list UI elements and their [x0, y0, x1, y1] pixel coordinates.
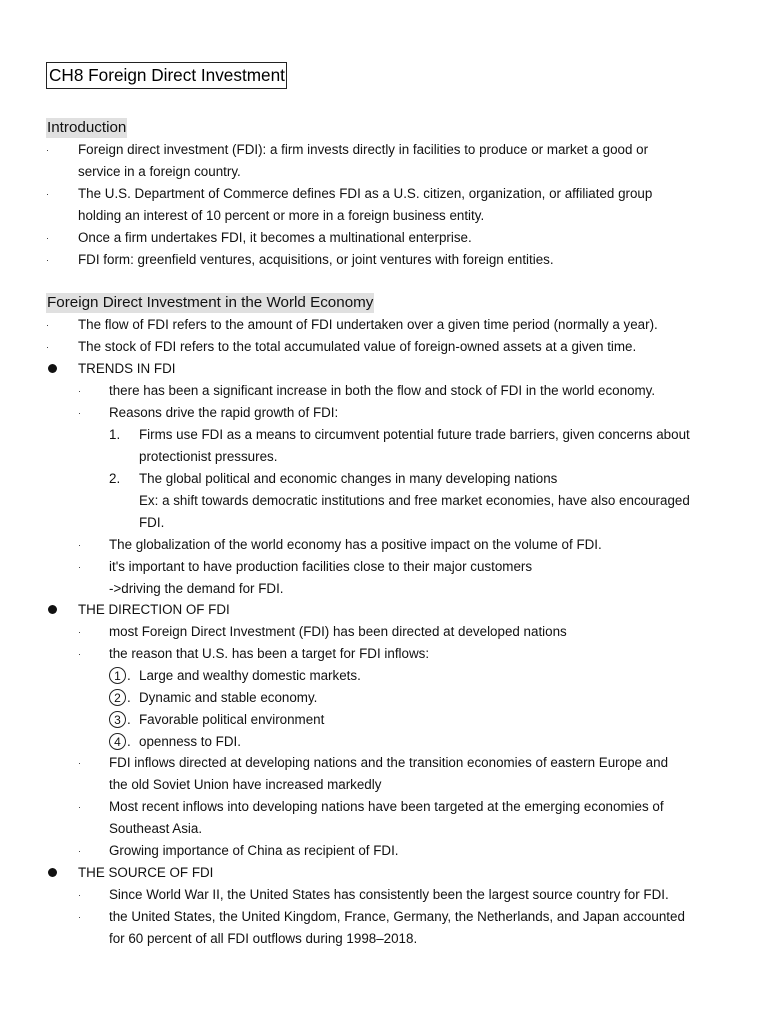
bullet-marker: · — [78, 758, 81, 768]
list-item-text: The flow of FDI refers to the amount of FDI undertaken over a given time period (normally a year). — [78, 317, 658, 332]
bullet-marker: · — [78, 540, 81, 550]
list-item-text: the reason that U.S. has been a target for FDI inflows: — [109, 646, 430, 661]
subsection-label-trends: TRENDS IN FDI — [78, 361, 176, 376]
circled-number-period: . — [127, 712, 131, 727]
bullet-dot — [48, 868, 57, 877]
bullet-marker: · — [78, 890, 81, 900]
circled-number: 3 — [109, 711, 126, 728]
list-item-text-cont: holding an interest of 10 percent or more in a foreign business entity. — [78, 208, 485, 223]
item-number: 2. — [109, 471, 121, 486]
list-item-text: Once a firm undertakes FDI, it becomes a multinational enterprise. — [78, 230, 472, 245]
bullet-marker: · — [46, 320, 49, 330]
circled-number-period: . — [127, 668, 131, 683]
list-item-text: it's important to have production facilities close to their major customers — [109, 559, 533, 574]
list-item-text: the United States, the United Kingdom, France, Germany, the Netherlands, and Japan accounted — [109, 909, 685, 924]
bullet-marker: · — [78, 802, 81, 812]
bullet-marker: · — [78, 649, 81, 659]
list-item-text-cont: service in a foreign country. — [78, 164, 241, 179]
list-item-text: there has been a significant increase in both the flow and stock of FDI in the world economy. — [109, 383, 656, 398]
circled-item-text: Large and wealthy domestic markets. — [139, 668, 361, 683]
bullet-marker: · — [46, 145, 49, 155]
bullet-marker: · — [78, 408, 81, 418]
subsection-label-source: THE SOURCE OF FDI — [78, 865, 214, 880]
bullet-marker: · — [78, 627, 81, 637]
circled-number: 4 — [109, 733, 126, 750]
bullet-dot — [48, 605, 57, 614]
section-heading-world-economy: Foreign Direct Investment in the World Economy — [47, 294, 374, 311]
bullet-marker: · — [78, 562, 81, 572]
list-item-text: FDI inflows directed at developing nations and the transition economies of eastern Europe and — [109, 755, 669, 770]
numbered-item-text-cont: protectionist pressures. — [139, 449, 278, 464]
list-item-text: The stock of FDI refers to the total accumulated value of foreign-owned assets at a given time. — [78, 339, 637, 354]
bullet-marker: · — [78, 846, 81, 856]
list-item-text: FDI form: greenfield ventures, acquisitions, or joint ventures with foreign entities. — [78, 252, 554, 267]
list-item-text: Since World War II, the United States has consistently been the largest source country for FDI. — [109, 887, 669, 902]
bullet-marker: · — [78, 386, 81, 396]
bullet-marker: · — [78, 912, 81, 922]
circled-item-text: openness to FDI. — [139, 734, 241, 749]
circled-item-text: Favorable political environment — [139, 712, 325, 727]
subsection-label-direction: THE DIRECTION OF FDI — [78, 602, 230, 617]
list-item-text: The U.S. Department of Commerce defines FDI as a U.S. citizen, organization, or affiliated group — [78, 186, 653, 201]
list-item-text: Foreign direct investment (FDI): a firm invests directly in facilities to produce or market a good or — [78, 142, 649, 157]
bullet-marker: · — [46, 342, 49, 352]
numbered-item-text-cont: FDI. — [139, 515, 165, 530]
list-item-text: Most recent inflows into developing nations have been targeted at the emerging economies of — [109, 799, 664, 814]
list-item-text: most Foreign Direct Investment (FDI) has been directed at developed nations — [109, 624, 567, 639]
circled-number: 2 — [109, 689, 126, 706]
item-number: 1. — [109, 427, 121, 442]
page-title: CH8 Foreign Direct Investment — [46, 62, 287, 89]
list-item-text-cont: ->driving the demand for FDI. — [109, 581, 284, 596]
circled-number: 1 — [109, 667, 126, 684]
numbered-item-text: Firms use FDI as a means to circumvent potential future trade barriers, given concerns about — [139, 427, 690, 442]
circled-number-period: . — [127, 734, 131, 749]
circled-item-text: Dynamic and stable economy. — [139, 690, 318, 705]
list-item-text-cont: Southeast Asia. — [109, 821, 203, 836]
list-item-text: The globalization of the world economy has a positive impact on the volume of FDI. — [109, 537, 602, 552]
numbered-item-text: The global political and economic changes in many developing nations — [139, 471, 558, 486]
list-item-text-cont: the old Soviet Union have increased markedly — [109, 777, 382, 792]
bullet-marker: · — [46, 255, 49, 265]
circled-number-period: . — [127, 690, 131, 705]
list-item-text: Reasons drive the rapid growth of FDI: — [109, 405, 339, 420]
section-heading-introduction: Introduction — [47, 119, 127, 136]
numbered-item-text-cont: Ex: a shift towards democratic institutions and free market economies, have also encouraged — [139, 493, 690, 508]
bullet-dot — [48, 364, 57, 373]
bullet-marker: · — [46, 233, 49, 243]
list-item-text: Growing importance of China as recipient of FDI. — [109, 843, 399, 858]
list-item-text-cont: for 60 percent of all FDI outflows during 1998–2018. — [109, 931, 418, 946]
bullet-marker: · — [46, 189, 49, 199]
